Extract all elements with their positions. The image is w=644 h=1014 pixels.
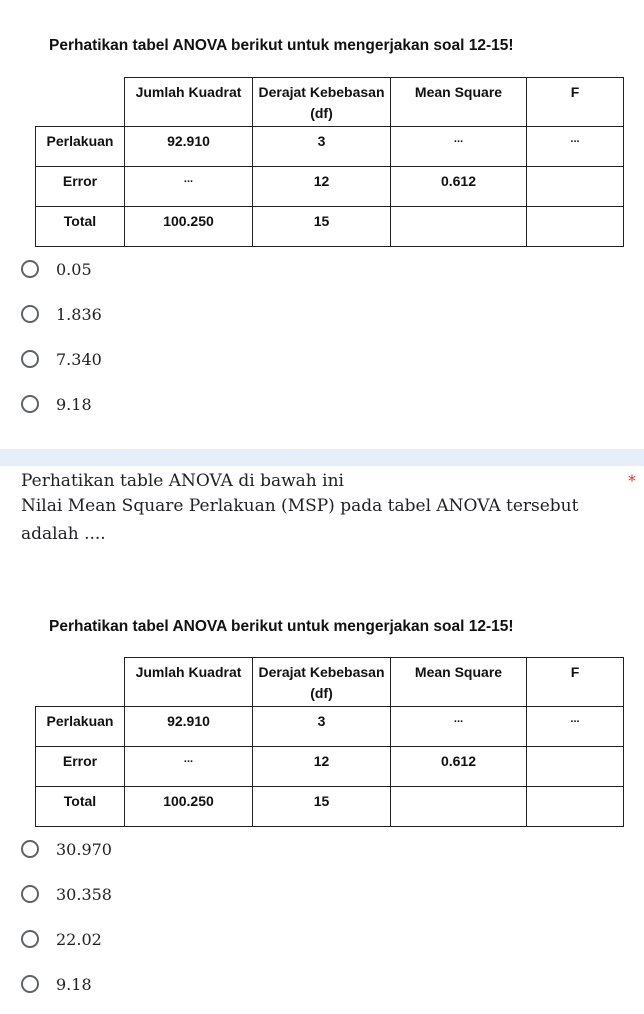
table-cell <box>527 747 624 787</box>
anova-table <box>35 657 624 827</box>
answer-option[interactable] <box>21 972 92 996</box>
table-cell: 3 <box>253 707 391 747</box>
table-cell: 15 <box>253 787 391 827</box>
table-cell <box>527 207 624 247</box>
row-label: Perlakuan <box>36 707 125 747</box>
row-label: Perlakuan <box>36 127 125 167</box>
table-cell: 12 <box>253 167 391 207</box>
option-label: 0.05 <box>56 259 92 279</box>
table-cell: ... <box>391 707 527 747</box>
header-derajat-kebebasan: Derajat Kebebasan (df) <box>253 78 391 127</box>
answer-option[interactable] <box>21 927 102 951</box>
table-cell: ... <box>527 707 624 747</box>
table-cell: 3 <box>253 127 391 167</box>
table-row <box>36 207 624 247</box>
answer-option[interactable] <box>21 347 102 371</box>
option-label: 9.18 <box>56 974 92 994</box>
option-label: 7.340 <box>56 349 102 369</box>
question-text-line: adalah .... <box>21 524 106 544</box>
table-cell: ... <box>125 747 253 787</box>
anova-table <box>35 77 624 247</box>
question-divider <box>0 449 644 466</box>
option-label: 22.02 <box>56 929 102 949</box>
radio-button[interactable] <box>21 840 39 858</box>
row-label: Total <box>36 207 125 247</box>
answer-option[interactable] <box>21 837 112 861</box>
option-label: 30.970 <box>56 839 112 859</box>
answer-option[interactable] <box>21 257 92 281</box>
radio-button[interactable] <box>21 930 39 948</box>
answer-option[interactable] <box>21 392 92 416</box>
table-cell: 0.612 <box>391 167 527 207</box>
table-cell: 12 <box>253 747 391 787</box>
table-cell: ... <box>391 127 527 167</box>
header-mean-square: Mean Square <box>391 78 527 127</box>
row-label: Total <box>36 787 125 827</box>
answer-option[interactable] <box>21 302 102 326</box>
radio-button[interactable] <box>21 260 39 278</box>
table-cell: 15 <box>253 207 391 247</box>
radio-button[interactable] <box>21 975 39 993</box>
table-cell <box>527 167 624 207</box>
row-label: Error <box>36 747 125 787</box>
header-f: F <box>527 658 624 707</box>
table-cell: 100.250 <box>125 207 253 247</box>
question-text-line: Nilai Mean Square Perlakuan (MSP) pada tabel ANOVA tersebut <box>21 496 579 516</box>
radio-button[interactable] <box>21 885 39 903</box>
header-mean-square: Mean Square <box>391 658 527 707</box>
header-jumlah-kuadrat: Jumlah Kuadrat <box>125 78 253 127</box>
table-cell: 92.910 <box>125 127 253 167</box>
option-label: 9.18 <box>56 394 92 414</box>
table-cell: ... <box>125 167 253 207</box>
table-cell <box>391 207 527 247</box>
table-cell <box>391 787 527 827</box>
table-cell: ... <box>527 127 624 167</box>
required-asterisk: * <box>628 471 636 490</box>
answer-option[interactable] <box>21 882 112 906</box>
header-f: F <box>527 78 624 127</box>
table-cell: 0.612 <box>391 747 527 787</box>
header-derajat-kebebasan: Derajat Kebebasan (df) <box>253 658 391 707</box>
header-jumlah-kuadrat: Jumlah Kuadrat <box>125 658 253 707</box>
row-label: Error <box>36 167 125 207</box>
question-title: Perhatikan table ANOVA di bawah ini <box>21 471 344 491</box>
table-row <box>36 167 624 207</box>
radio-button[interactable] <box>21 395 39 413</box>
table-row <box>36 787 624 827</box>
table-cell <box>527 787 624 827</box>
table-cell: 92.910 <box>125 707 253 747</box>
table-heading: Perhatikan tabel ANOVA berikut untuk mengerjakan soal 12-15! <box>49 618 514 635</box>
option-label: 30.358 <box>56 884 112 904</box>
table-heading: Perhatikan tabel ANOVA berikut untuk mengerjakan soal 12-15! <box>49 37 514 54</box>
table-row <box>36 127 624 167</box>
radio-button[interactable] <box>21 305 39 323</box>
radio-button[interactable] <box>21 350 39 368</box>
table-row <box>36 747 624 787</box>
option-label: 1.836 <box>56 304 102 324</box>
table-row <box>36 707 624 747</box>
table-cell: 100.250 <box>125 787 253 827</box>
